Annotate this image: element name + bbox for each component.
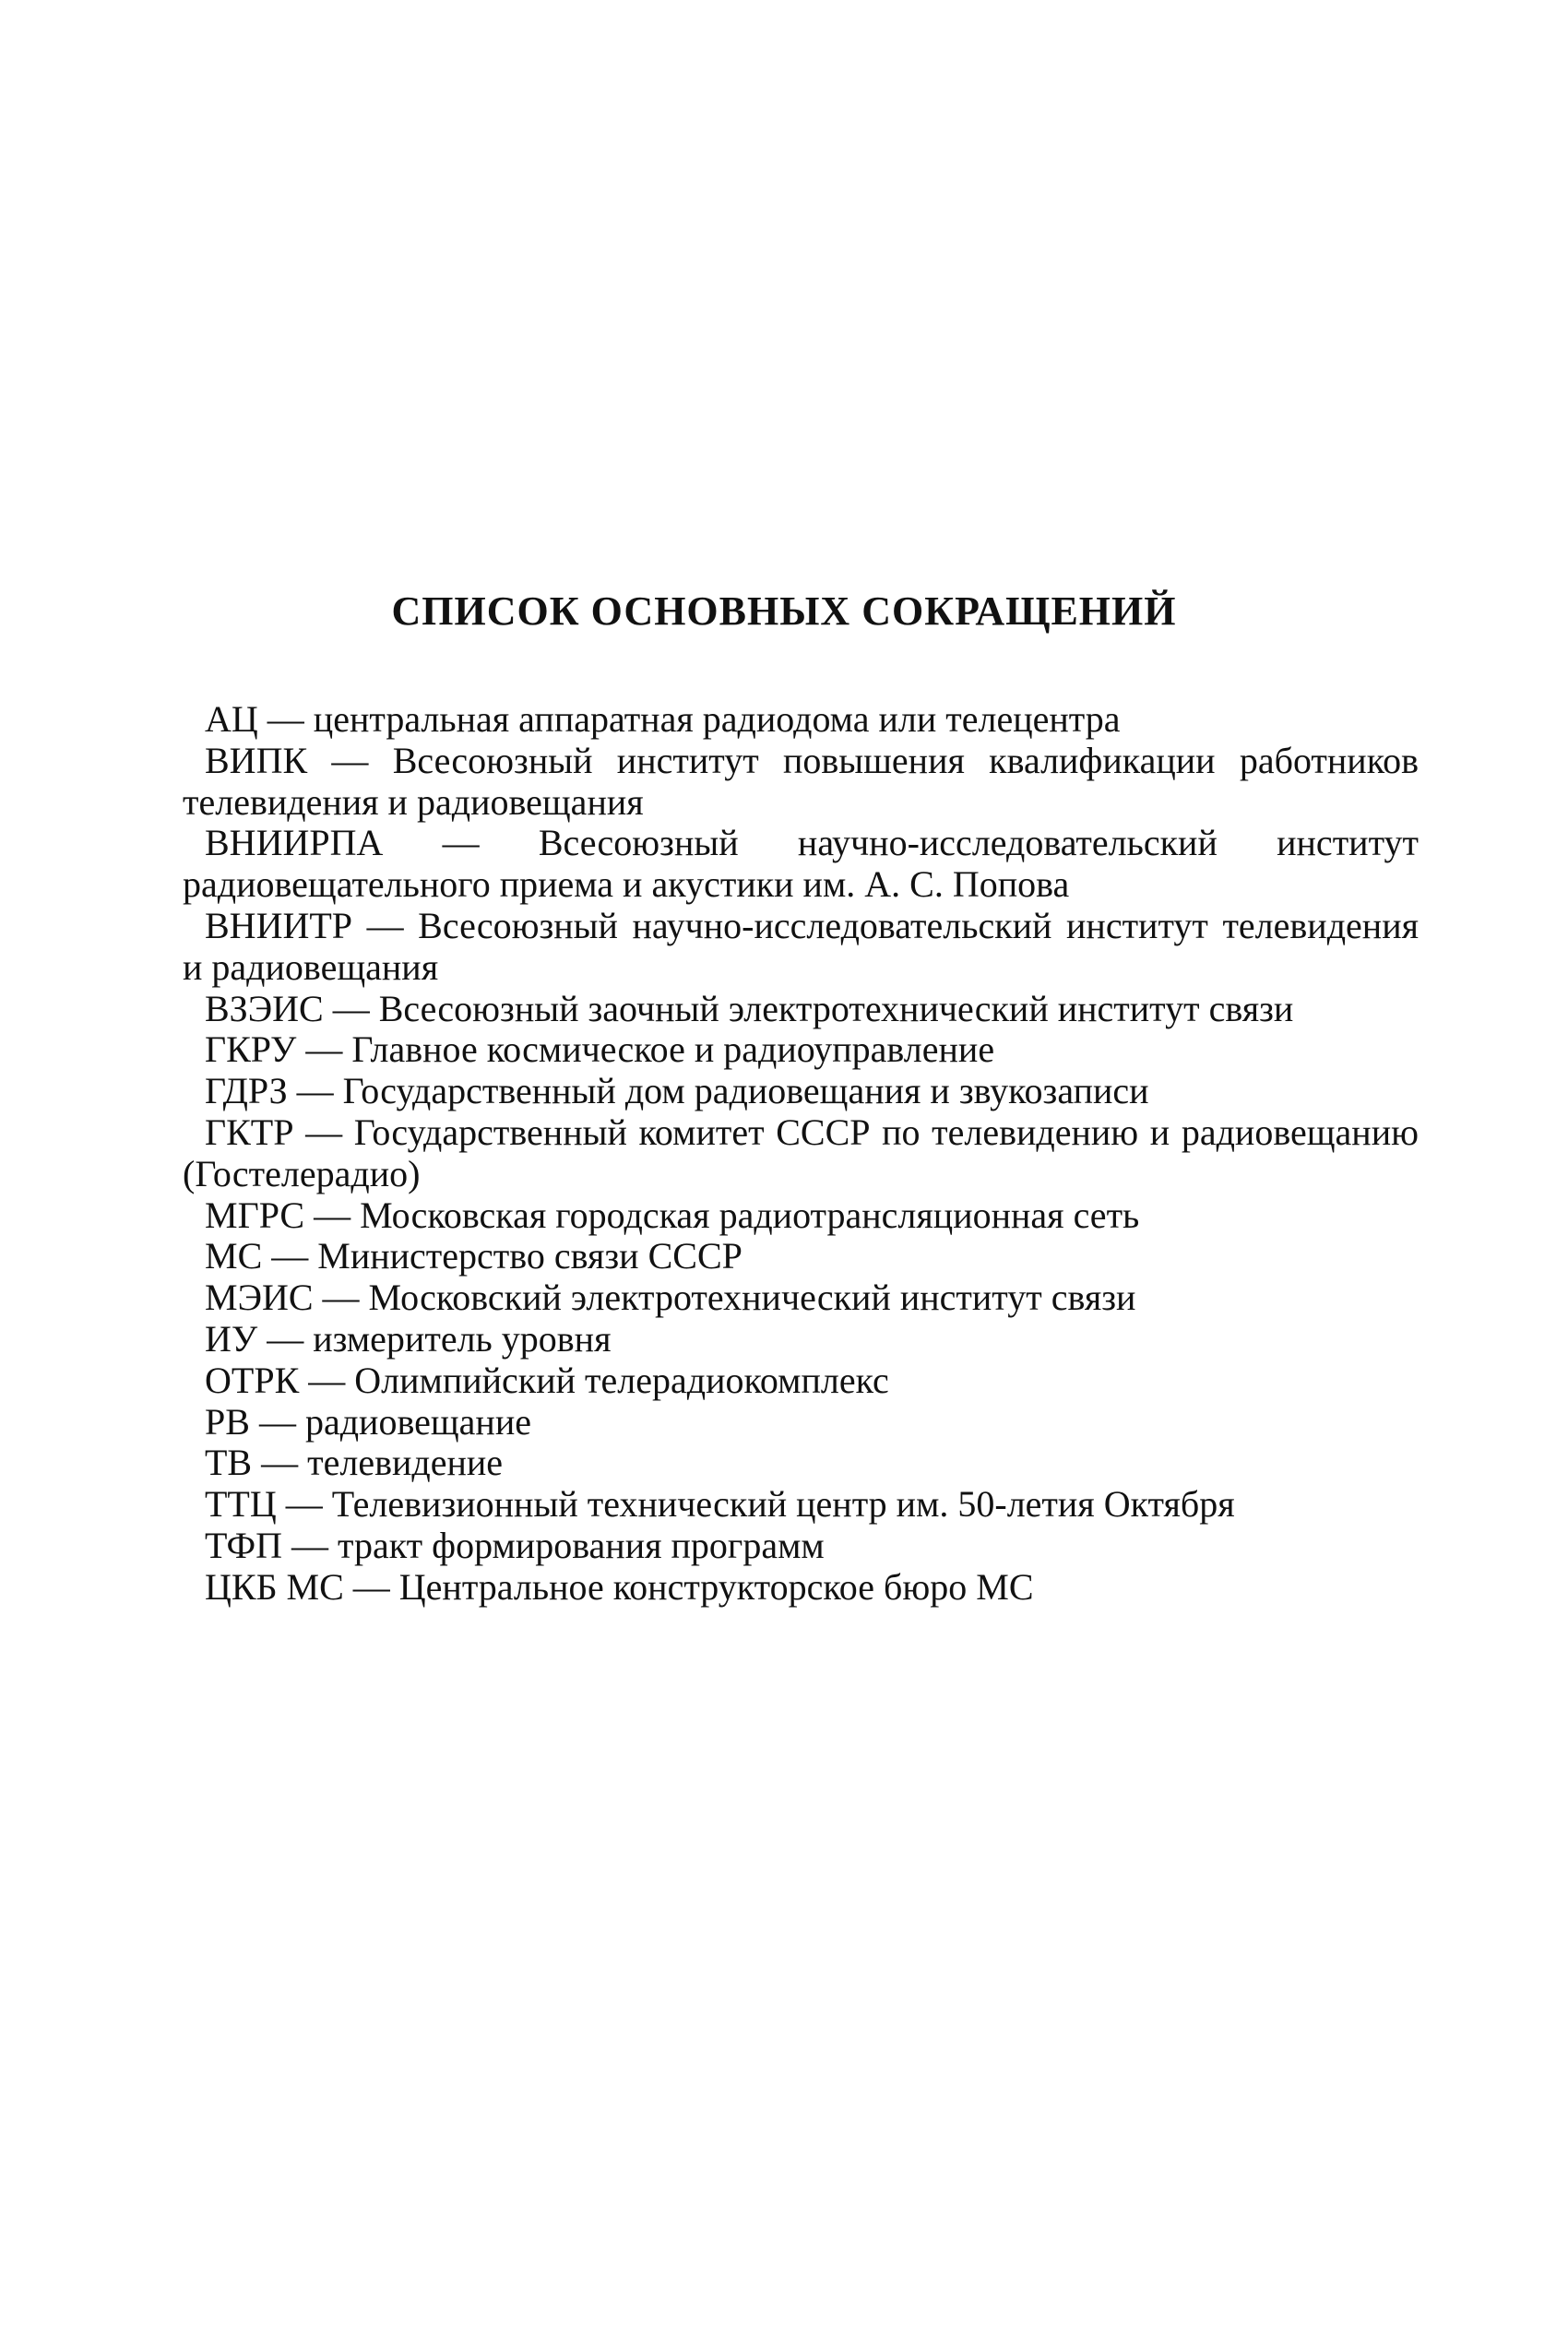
abbreviation-term: ТВ xyxy=(205,1442,253,1484)
abbreviation-term: ВНИИТР xyxy=(205,904,353,946)
abbreviation-definition: центральная аппаратная радиодома или телецентра xyxy=(313,698,1121,740)
abbreviation-definition: Всесоюзный научно-исследовательский институт телевидения и радиовещания xyxy=(183,904,1420,988)
list-item: ОТРК — Олимпийский телерадиокомплекс xyxy=(205,1359,889,1401)
list-item: МС — Министерство связи СССР xyxy=(205,1235,742,1277)
list-item: РВ — радиовещание xyxy=(205,1400,531,1443)
page-title: СПИСОК ОСНОВНЫХ СОКРАЩЕНИЙ xyxy=(391,588,1177,634)
list-item: ВЗЭИС — Всесоюзный заочный электротехнический институт связи xyxy=(205,987,1294,1029)
list-item: АЦ — центральная аппаратная радиодома или телецентра xyxy=(205,698,1121,740)
abbreviation-definition: Государственный комитет СССР по телевидению и радиовещанию (Гостелерадио) xyxy=(183,1111,1419,1194)
abbreviation-term: ТФП xyxy=(205,1524,283,1566)
abbreviation-definition: тракт формирования программ xyxy=(338,1524,825,1566)
list-item: ВНИИРПА — Всесоюзный научно-исследовательский институт радиовещательного приема и акустики им. А. С. Попова xyxy=(183,822,1420,906)
abbreviation-definition: Всесоюзный научно-исследовательский институт радиовещательного приема и акустики им. А. С. Попова xyxy=(183,822,1420,906)
abbreviation-definition: Московский электротехнический институт связи xyxy=(368,1277,1136,1319)
list-item: МГРС — Московская городская радиотрансляционная сеть xyxy=(205,1194,1140,1236)
abbreviation-term: МЭИС xyxy=(205,1277,314,1319)
abbreviation-term: ОТРК xyxy=(205,1359,300,1401)
abbreviation-term: ВНИИРПА xyxy=(205,822,384,864)
abbreviation-term: ИУ xyxy=(205,1317,258,1360)
list-item: ТТЦ — Телевизионный технический центр им. 50-летия Октября xyxy=(205,1483,1235,1526)
abbreviation-term: ВЗЭИС xyxy=(205,987,324,1029)
abbreviation-term: МС xyxy=(205,1235,263,1277)
abbreviation-definition: Государственный дом радиовещания и звукозаписи xyxy=(342,1070,1149,1112)
list-item: ЦКБ МС — Центральное конструкторское бюро МС xyxy=(205,1565,1034,1608)
abbreviation-definition: телевидение xyxy=(307,1442,504,1484)
abbreviation-definition: Московская городская радиотрансляционная сеть xyxy=(360,1194,1140,1236)
abbreviation-term: ЦКБ МС xyxy=(205,1565,344,1608)
abbreviation-definition: Телевизионный технический центр им. 50-летия Октября xyxy=(331,1483,1235,1526)
list-item: ТФП — тракт формирования программ xyxy=(205,1524,825,1566)
list-item: ГКТР — Государственный комитет СССР по телевидению и радиовещанию (Гостелерадио) xyxy=(183,1111,1419,1194)
abbreviation-definition: Министерство связи СССР xyxy=(317,1235,742,1277)
abbreviation-term: ГКРУ xyxy=(205,1028,297,1071)
list-item: ВНИИТР — Всесоюзный научно-исследовательский институт телевидения и радиовещания xyxy=(183,904,1420,988)
list-item: ТВ — телевидение xyxy=(205,1442,504,1484)
list-item: ВИПК — Всесоюзный институт повышения квалификации работников телевидения и радиовещания xyxy=(183,739,1419,823)
abbreviation-definition: Всесоюзный институт повышения квалификации работников телевидения и радиовещания xyxy=(183,739,1419,823)
list-item: ГКРУ — Главное космическое и радиоуправление xyxy=(205,1028,995,1071)
abbreviation-term: РВ xyxy=(205,1400,250,1443)
list-item: ГДРЗ — Государственный дом радиовещания и звукозаписи xyxy=(205,1070,1149,1112)
abbreviation-term: ГКТР xyxy=(205,1111,294,1153)
abbreviation-definition: Центральное конструкторское бюро МС xyxy=(398,1565,1034,1608)
abbreviation-definition: Олимпийский телерадиокомплекс xyxy=(354,1359,889,1401)
abbreviation-term: ТТЦ xyxy=(205,1483,277,1526)
abbreviation-term: ВИПК xyxy=(205,739,308,781)
abbreviation-definition: Главное космическое и радиоуправление xyxy=(351,1028,995,1071)
list-item: ИУ — измеритель уровня xyxy=(205,1317,612,1360)
abbreviation-term: АЦ xyxy=(205,698,258,740)
abbreviation-term: ГДРЗ xyxy=(205,1070,288,1112)
abbreviation-definition: измеритель уровня xyxy=(313,1317,612,1360)
abbreviation-list xyxy=(183,699,1419,1609)
list-item: МЭИС — Московский электротехнический институт связи xyxy=(205,1277,1136,1319)
abbreviation-definition: радиовещание xyxy=(304,1400,531,1443)
abbreviation-term: МГРС xyxy=(205,1194,305,1236)
abbreviation-definition: Всесоюзный заочный электротехнический институт связи xyxy=(378,987,1294,1029)
